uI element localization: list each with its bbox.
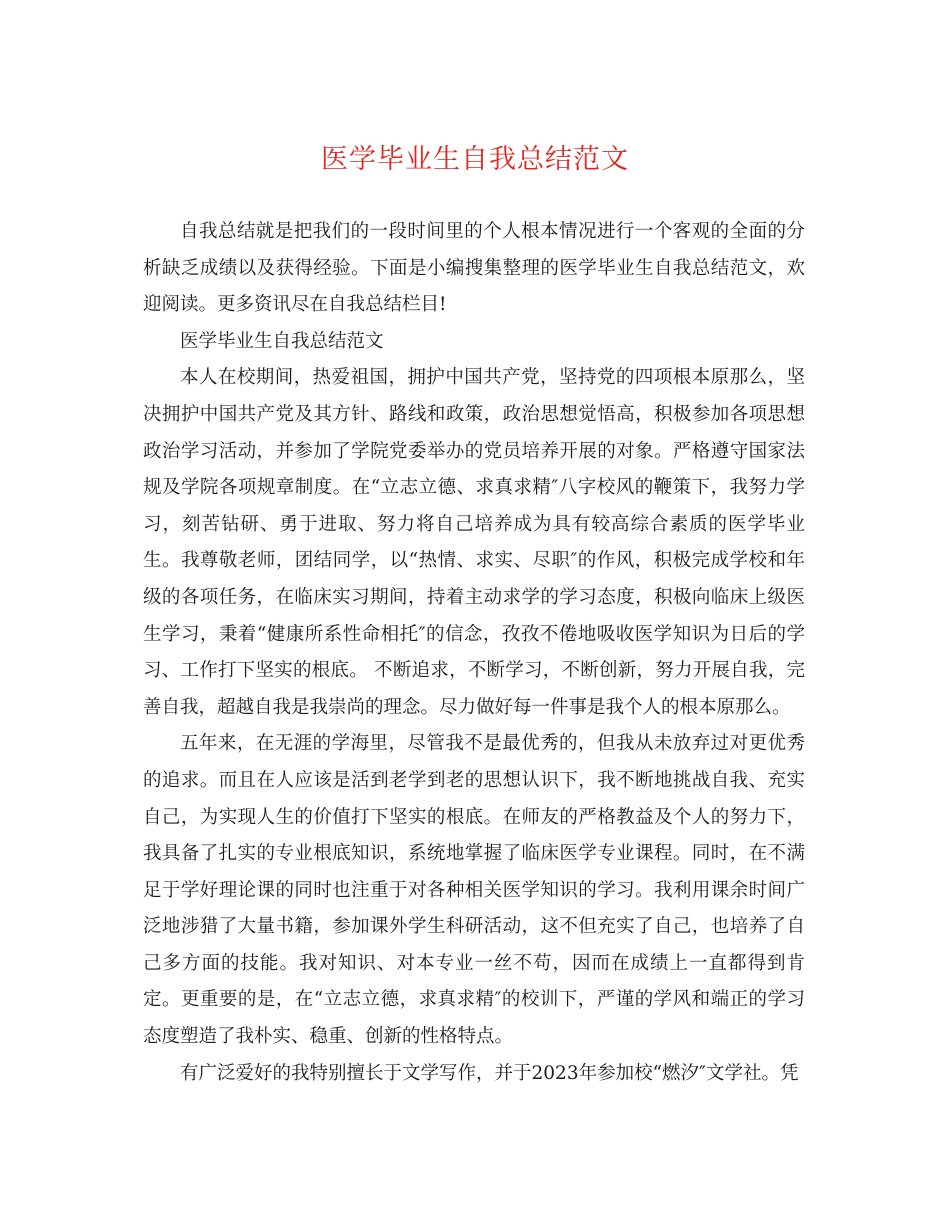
intro-paragraph: 自我总结就是把我们的一段时间里的个人根本情况进行一个客观的全面的分析缺乏成绩以及获得经验。下面是小编搜集整理的医学毕业生自我总结范文，欢迎阅读。更多资讯尽在自我总结栏目!: [143, 221, 805, 316]
body-paragraph-1: 本人在校期间，热爱祖国，拥护中国共产党，坚持党的四项根本原那么，坚决拥护中国共产党及其方针、路线和政策，政治思想觉悟高，积极参加各项思想政治学习活动，并参加了学院党委举办的党员培养开展的对象。严格遵守国家法规及学院各项规章制度。在“立志立德、求真求精″八字校风的鞭策下，我努力学习，刻苦钻研、勇于进取、努力将自己培养成为具有较高综合素质的医学毕业生。我尊敬老师，团结同学，以“热情、求实、尽职″的作风，积极完成学校和年级的各项任务，在临床实习期间，持着主动求学的学习态度，积极向临床上级医生学习，秉着“健康所系性命相托″的信念，孜孜不倦地吸收医学知识为日后的学习、工作打下坚实的根底。 不断追求，不断学习，不断创新，努力开展自我，完善自我，超越自我是我崇尚的理念。尽力做好每一件事是我个人的根本原那么。: [143, 367, 805, 718]
document-body: [143, 214, 805, 1092]
body-paragraph-3: 有广泛爱好的我特别擅长于文学写作，并于2023年参加校“燃汐″文学社。凭: [180, 1062, 799, 1084]
body-paragraph-2: 五年来，在无涯的学海里，尽管我不是最优秀的，但我从未放弃过对更优秀的追求。而且在人应该是活到老学到老的思想认识下，我不断地挑战自我、充实自己，为实现人生的价值打下坚实的根底。在师友的严格教益及个人的努力下，我具备了扎实的专业根底知识，系统地掌握了临床医学专业课程。同时，在不满足于学好理论课的同时也注重于对各种相关医学知识的学习。我利用课余时间广泛地涉猎了大量书籍，参加课外学生科研活动，这不但充实了自己，也培养了自己多方面的技能。我对知识、对本专业一丝不苟，因而在成绩上一直都得到肯定。更重要的是，在“立志立德，求真求精″的校训下，严谨的学风和端正的学习态度塑造了我朴实、稳重、创新的性格特点。: [143, 733, 805, 1048]
document-title: 医学毕业生自我总结范文: [321, 144, 629, 175]
section-heading: 医学毕业生自我总结范文: [180, 330, 384, 352]
